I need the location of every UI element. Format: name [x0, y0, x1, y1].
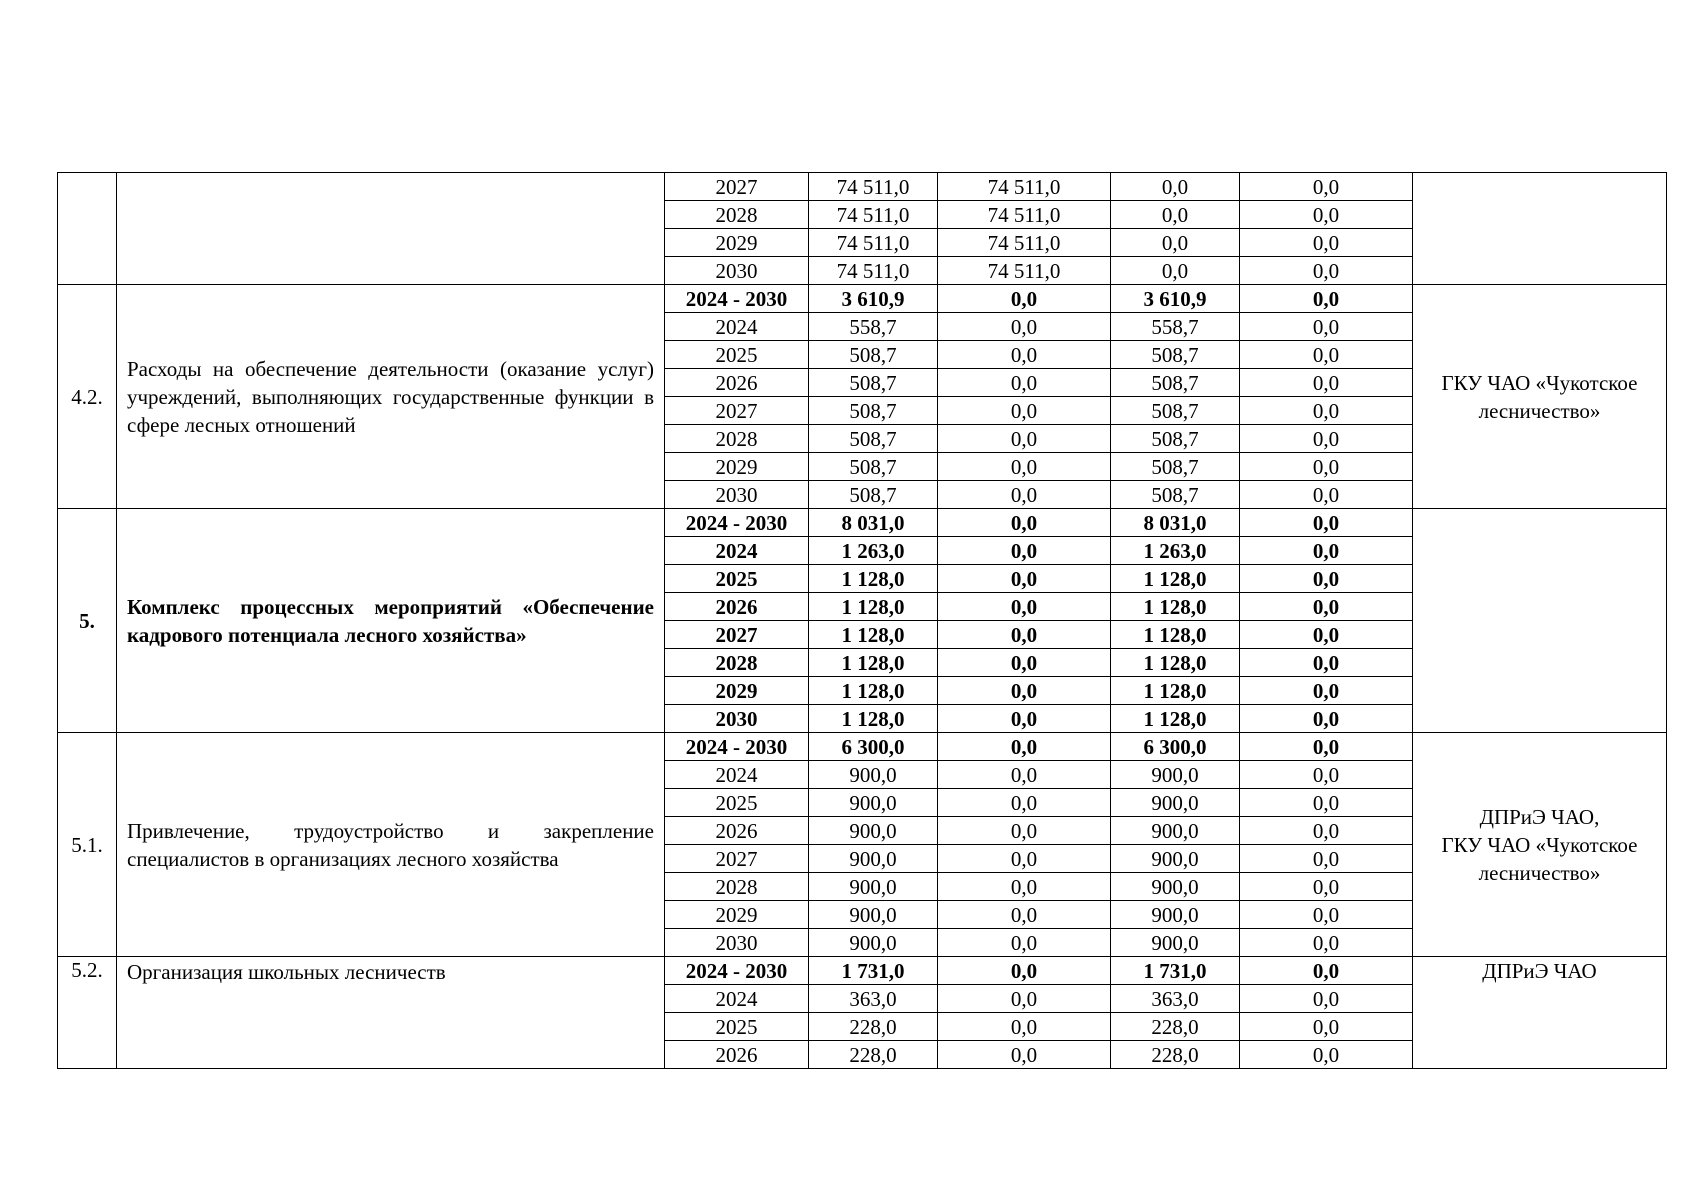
year-cell: 2030: [665, 481, 809, 509]
year-cell: 2027: [665, 845, 809, 873]
year-cell: 2024: [665, 985, 809, 1013]
source-cell: 0,0: [1240, 705, 1413, 733]
total-cell: 900,0: [809, 929, 938, 957]
source-cell: 900,0: [1111, 761, 1240, 789]
executor-cell: ДПРиЭ ЧАО: [1413, 957, 1667, 1069]
year-cell: 2027: [665, 397, 809, 425]
source-cell: 0,0: [1240, 845, 1413, 873]
source-cell: 74 511,0: [938, 201, 1111, 229]
source-cell: 74 511,0: [938, 173, 1111, 201]
year-cell: 2024: [665, 313, 809, 341]
source-cell: 1 731,0: [1111, 957, 1240, 985]
source-cell: 1 128,0: [1111, 593, 1240, 621]
year-cell: 2029: [665, 901, 809, 929]
source-cell: 0,0: [938, 481, 1111, 509]
source-cell: 0,0: [938, 873, 1111, 901]
source-cell: 900,0: [1111, 873, 1240, 901]
executor-cell: ГКУ ЧАО «Чукотское лесничество»: [1413, 285, 1667, 509]
source-cell: 508,7: [1111, 453, 1240, 481]
item-number: [58, 173, 117, 285]
year-cell: 2024 - 2030: [665, 733, 809, 761]
source-cell: 900,0: [1111, 901, 1240, 929]
source-cell: 0,0: [1240, 537, 1413, 565]
year-cell: 2025: [665, 789, 809, 817]
source-cell: 0,0: [938, 789, 1111, 817]
source-cell: 508,7: [1111, 369, 1240, 397]
source-cell: 0,0: [938, 677, 1111, 705]
funding-table: [57, 172, 1667, 1069]
year-cell: 2024 - 2030: [665, 957, 809, 985]
source-cell: 0,0: [938, 929, 1111, 957]
total-cell: 3 610,9: [809, 285, 938, 313]
source-cell: 0,0: [1240, 789, 1413, 817]
total-cell: 1 128,0: [809, 565, 938, 593]
total-cell: 508,7: [809, 341, 938, 369]
source-cell: 228,0: [1111, 1041, 1240, 1069]
source-cell: 900,0: [1111, 845, 1240, 873]
source-cell: 0,0: [1240, 481, 1413, 509]
total-cell: 74 511,0: [809, 257, 938, 285]
source-cell: 1 263,0: [1111, 537, 1240, 565]
source-cell: 0,0: [938, 621, 1111, 649]
total-cell: 6 300,0: [809, 733, 938, 761]
source-cell: 0,0: [1240, 565, 1413, 593]
item-name: Расходы на обеспечение деятельности (оказание услуг) учреждений, выполняющих государственные функции в сфере лесных отношений: [117, 285, 665, 509]
item-number: 5.: [58, 509, 117, 733]
source-cell: 0,0: [1240, 313, 1413, 341]
table-row: [58, 173, 1667, 201]
source-cell: 0,0: [938, 1041, 1111, 1069]
item-name: Организация школьных лесничеств: [117, 957, 665, 1069]
source-cell: 558,7: [1111, 313, 1240, 341]
year-cell: 2027: [665, 173, 809, 201]
year-cell: 2025: [665, 565, 809, 593]
source-cell: 0,0: [1111, 173, 1240, 201]
source-cell: 0,0: [1240, 817, 1413, 845]
year-cell: 2028: [665, 649, 809, 677]
source-cell: 0,0: [938, 761, 1111, 789]
source-cell: 0,0: [938, 593, 1111, 621]
total-cell: 900,0: [809, 845, 938, 873]
source-cell: 0,0: [1240, 957, 1413, 985]
year-cell: 2028: [665, 425, 809, 453]
table-row: [58, 957, 1667, 985]
source-cell: 0,0: [938, 509, 1111, 537]
source-cell: 0,0: [1111, 229, 1240, 257]
total-cell: 558,7: [809, 313, 938, 341]
total-cell: 508,7: [809, 369, 938, 397]
source-cell: 0,0: [1240, 453, 1413, 481]
total-cell: 508,7: [809, 425, 938, 453]
year-cell: 2025: [665, 1013, 809, 1041]
year-cell: 2030: [665, 705, 809, 733]
source-cell: 3 610,9: [1111, 285, 1240, 313]
source-cell: 508,7: [1111, 397, 1240, 425]
source-cell: 1 128,0: [1111, 621, 1240, 649]
item-number: 5.1.: [58, 733, 117, 957]
source-cell: 0,0: [1240, 425, 1413, 453]
total-cell: 900,0: [809, 901, 938, 929]
source-cell: 0,0: [1240, 873, 1413, 901]
executor-cell: ДПРиЭ ЧАО, ГКУ ЧАО «Чукотское лесничество»: [1413, 733, 1667, 957]
source-cell: 0,0: [1240, 509, 1413, 537]
total-cell: 228,0: [809, 1013, 938, 1041]
year-cell: 2029: [665, 453, 809, 481]
source-cell: 0,0: [938, 285, 1111, 313]
source-cell: 0,0: [1240, 621, 1413, 649]
total-cell: 8 031,0: [809, 509, 938, 537]
source-cell: 0,0: [1240, 733, 1413, 761]
source-cell: 0,0: [1240, 229, 1413, 257]
year-cell: 2024 - 2030: [665, 285, 809, 313]
source-cell: 508,7: [1111, 341, 1240, 369]
source-cell: 0,0: [938, 537, 1111, 565]
total-cell: 900,0: [809, 873, 938, 901]
source-cell: 1 128,0: [1111, 565, 1240, 593]
source-cell: 508,7: [1111, 425, 1240, 453]
total-cell: 1 731,0: [809, 957, 938, 985]
total-cell: 1 128,0: [809, 621, 938, 649]
source-cell: 0,0: [938, 565, 1111, 593]
total-cell: 228,0: [809, 1041, 938, 1069]
total-cell: 900,0: [809, 761, 938, 789]
total-cell: 74 511,0: [809, 201, 938, 229]
executor-cell: [1413, 173, 1667, 285]
source-cell: 0,0: [1240, 341, 1413, 369]
source-cell: 0,0: [938, 817, 1111, 845]
executor-cell: [1413, 509, 1667, 733]
source-cell: 0,0: [1240, 929, 1413, 957]
item-name: Комплекс процессных мероприятий «Обеспечение кадрового потенциала лесного хозяйства»: [117, 509, 665, 733]
total-cell: 508,7: [809, 453, 938, 481]
year-cell: 2029: [665, 677, 809, 705]
year-cell: 2028: [665, 201, 809, 229]
source-cell: 0,0: [1240, 1013, 1413, 1041]
source-cell: 0,0: [1240, 985, 1413, 1013]
total-cell: 1 128,0: [809, 705, 938, 733]
year-cell: 2024 - 2030: [665, 509, 809, 537]
source-cell: 0,0: [938, 341, 1111, 369]
source-cell: 1 128,0: [1111, 649, 1240, 677]
table-row: [58, 733, 1667, 761]
item-number: 4.2.: [58, 285, 117, 509]
item-name: [117, 173, 665, 285]
source-cell: 0,0: [938, 985, 1111, 1013]
year-cell: 2026: [665, 593, 809, 621]
source-cell: 0,0: [1240, 257, 1413, 285]
source-cell: 0,0: [1111, 257, 1240, 285]
total-cell: 1 263,0: [809, 537, 938, 565]
total-cell: 900,0: [809, 789, 938, 817]
source-cell: 1 128,0: [1111, 677, 1240, 705]
source-cell: 0,0: [938, 397, 1111, 425]
source-cell: 74 511,0: [938, 257, 1111, 285]
source-cell: 900,0: [1111, 929, 1240, 957]
source-cell: 0,0: [1240, 761, 1413, 789]
source-cell: 0,0: [1240, 173, 1413, 201]
total-cell: 363,0: [809, 985, 938, 1013]
year-cell: 2026: [665, 817, 809, 845]
total-cell: 508,7: [809, 397, 938, 425]
source-cell: 0,0: [1111, 201, 1240, 229]
source-cell: 228,0: [1111, 1013, 1240, 1041]
source-cell: 508,7: [1111, 481, 1240, 509]
source-cell: 0,0: [938, 957, 1111, 985]
source-cell: 900,0: [1111, 789, 1240, 817]
source-cell: 363,0: [1111, 985, 1240, 1013]
source-cell: 0,0: [938, 845, 1111, 873]
year-cell: 2026: [665, 369, 809, 397]
table-row: [58, 509, 1667, 537]
source-cell: 0,0: [938, 1013, 1111, 1041]
source-cell: 0,0: [938, 733, 1111, 761]
total-cell: 1 128,0: [809, 593, 938, 621]
year-cell: 2026: [665, 1041, 809, 1069]
source-cell: 0,0: [1240, 285, 1413, 313]
total-cell: 74 511,0: [809, 173, 938, 201]
source-cell: 74 511,0: [938, 229, 1111, 257]
year-cell: 2025: [665, 341, 809, 369]
year-cell: 2030: [665, 257, 809, 285]
source-cell: 0,0: [1240, 201, 1413, 229]
source-cell: 0,0: [1240, 369, 1413, 397]
source-cell: 0,0: [938, 649, 1111, 677]
item-number: 5.2.: [58, 957, 117, 1069]
total-cell: 74 511,0: [809, 229, 938, 257]
source-cell: 1 128,0: [1111, 705, 1240, 733]
source-cell: 0,0: [1240, 593, 1413, 621]
source-cell: 0,0: [1240, 397, 1413, 425]
table-row: [58, 285, 1667, 313]
source-cell: 0,0: [938, 369, 1111, 397]
year-cell: 2024: [665, 537, 809, 565]
total-cell: 508,7: [809, 481, 938, 509]
year-cell: 2027: [665, 621, 809, 649]
source-cell: 0,0: [1240, 649, 1413, 677]
source-cell: 0,0: [938, 425, 1111, 453]
year-cell: 2024: [665, 761, 809, 789]
source-cell: 0,0: [1240, 901, 1413, 929]
source-cell: 0,0: [1240, 1041, 1413, 1069]
source-cell: 900,0: [1111, 817, 1240, 845]
source-cell: 0,0: [938, 313, 1111, 341]
year-cell: 2029: [665, 229, 809, 257]
source-cell: 0,0: [938, 705, 1111, 733]
source-cell: 6 300,0: [1111, 733, 1240, 761]
source-cell: 0,0: [1240, 677, 1413, 705]
total-cell: 1 128,0: [809, 677, 938, 705]
year-cell: 2028: [665, 873, 809, 901]
source-cell: 0,0: [938, 453, 1111, 481]
total-cell: 900,0: [809, 817, 938, 845]
source-cell: 8 031,0: [1111, 509, 1240, 537]
item-name: Привлечение, трудоустройство и закрепление специалистов в организациях лесного хозяйства: [117, 733, 665, 957]
table-body: [58, 173, 1667, 1069]
year-cell: 2030: [665, 929, 809, 957]
total-cell: 1 128,0: [809, 649, 938, 677]
source-cell: 0,0: [938, 901, 1111, 929]
